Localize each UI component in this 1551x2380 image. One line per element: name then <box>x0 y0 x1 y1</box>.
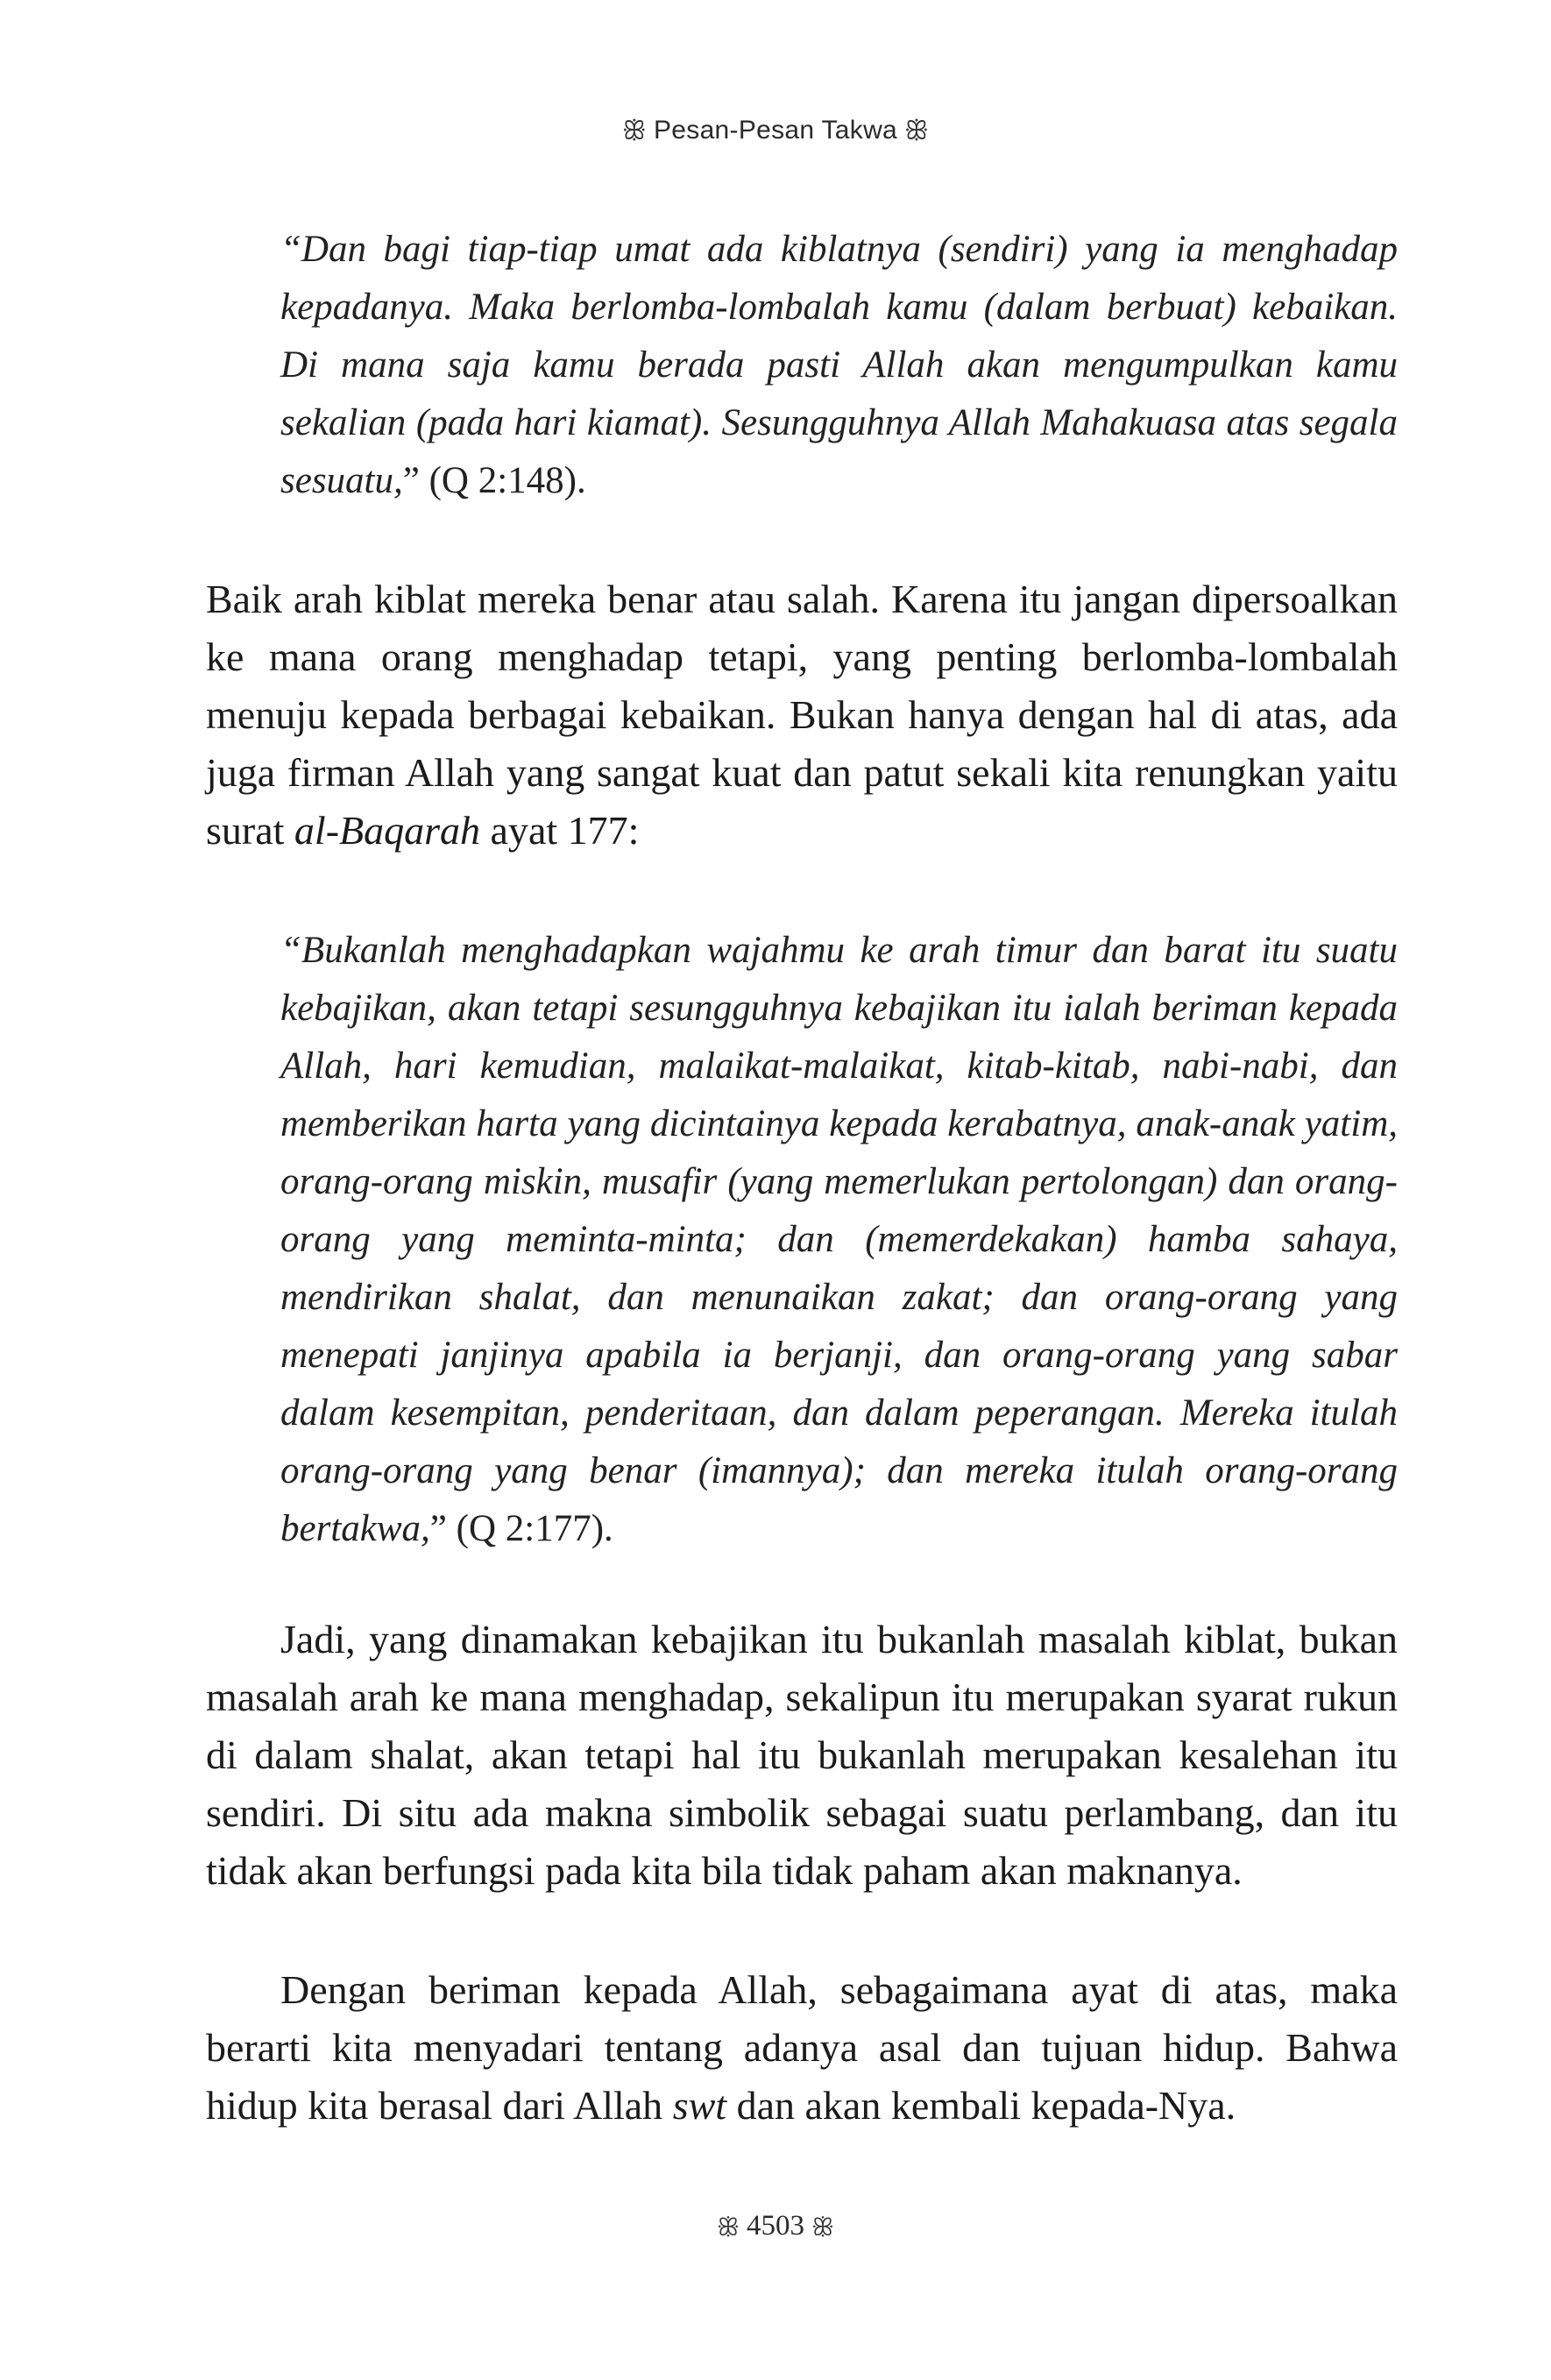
quote-close-mark: ” <box>429 1508 447 1549</box>
paragraph-text: Jadi, yang dinamakan kebajikan itu bukanlah masalah kiblat, bukan masalah arah ke mana menghadap, sekalipun itu merupakan syarat rukun di dalam shalat, akan tetapi hal itu bukanlah merupakan kesalehan itu sendiri. Di situ ada makna simbolik sebagai suatu perlambang, dan itu tidak akan berfungsi pada kita bila tidak paham akan maknanya. <box>206 1617 1398 1893</box>
ornament-right-icon: ꕥ <box>904 116 930 146</box>
quote-reference: (Q 2:177). <box>446 1508 613 1549</box>
book-title: Pesan-Pesan Takwa <box>653 116 898 145</box>
page-footer <box>0 2210 1551 2242</box>
surah-name: al-Baqarah <box>294 808 481 853</box>
quote-open-mark: “ <box>280 229 301 270</box>
quran-quote-2-148 <box>280 221 1398 510</box>
quote-reference: (Q 2:148). <box>419 460 586 501</box>
quote-text: Dan bagi tiap-tiap umat ada kiblatnya (sendiri) yang ia menghadap kepadanya. Maka berlomba-lombalah kamu (dalam berbuat) kebaikan. Di mana saja kamu berada pasti Allah akan mengumpulkan kamu sekalian (pada hari kiamat). Sesungguhnya Allah Mahakuasa atas segala sesuatu, <box>280 229 1398 501</box>
quran-quote-2-177 <box>280 922 1398 1558</box>
page-number: 4503 <box>747 2210 804 2242</box>
paragraph-text-end: dan akan kembali kepada-Nya. <box>726 2083 1236 2128</box>
ornament-left-icon: ꕥ <box>717 2213 740 2242</box>
paragraph-text: Baik arah kiblat mereka benar atau salah. Karena itu jangan dipersoalkan ke mana orang menghadap tetapi, yang penting berlomba-lombalah menuju kepada berbagai kebaikan. Bukan hanya dengan hal di atas, ada juga firman Allah yang sangat kuat dan patut sekali kita renungkan yaitu surat <box>206 577 1398 853</box>
paragraph-text: Dengan beriman kepada Allah, sebagaimana ayat di atas, maka berarti kita menyadari tentang adanya asal dan tujuan hidup. Bahwa hidup kita berasal dari Allah <box>206 1967 1398 2128</box>
quote-open-mark: “ <box>280 930 301 971</box>
ornament-left-icon: ꕥ <box>621 116 647 146</box>
paragraph-3 <box>206 1961 1398 2135</box>
paragraph-1 <box>206 570 1398 860</box>
quote-close-mark: ” <box>402 460 420 501</box>
running-header <box>0 116 1551 146</box>
ornament-right-icon: ꕥ <box>811 2213 834 2242</box>
quote-text: Bukanlah menghadapkan wajahmu ke arah timur dan barat itu suatu kebajikan, akan tetapi sesungguhnya kebajikan itu ialah beriman kepada Allah, hari kemudian, malaikat-malaikat, kitab-kitab, nabi-nabi, dan memberikan harta yang dicintainya kepada kerabatnya, anak-anak yatim, orang-orang miskin, musafir (yang memerlukan pertolongan) dan orang-orang yang meminta-minta; dan (memerdekakan) hamba sahaya, mendirikan shalat, dan menunaikan zakat; dan orang-orang yang menepati janjinya apabila ia berjanji, dan orang-orang yang sabar dalam kesempitan, penderitaan, dan dalam peperangan. Mereka itulah orang-orang yang benar (imannya); dan mereka itulah orang-orang bertakwa, <box>280 930 1398 1549</box>
paragraph-text-end: ayat 177: <box>480 808 640 853</box>
honorific-swt: swt <box>672 2083 727 2128</box>
paragraph-2 <box>206 1611 1398 1900</box>
